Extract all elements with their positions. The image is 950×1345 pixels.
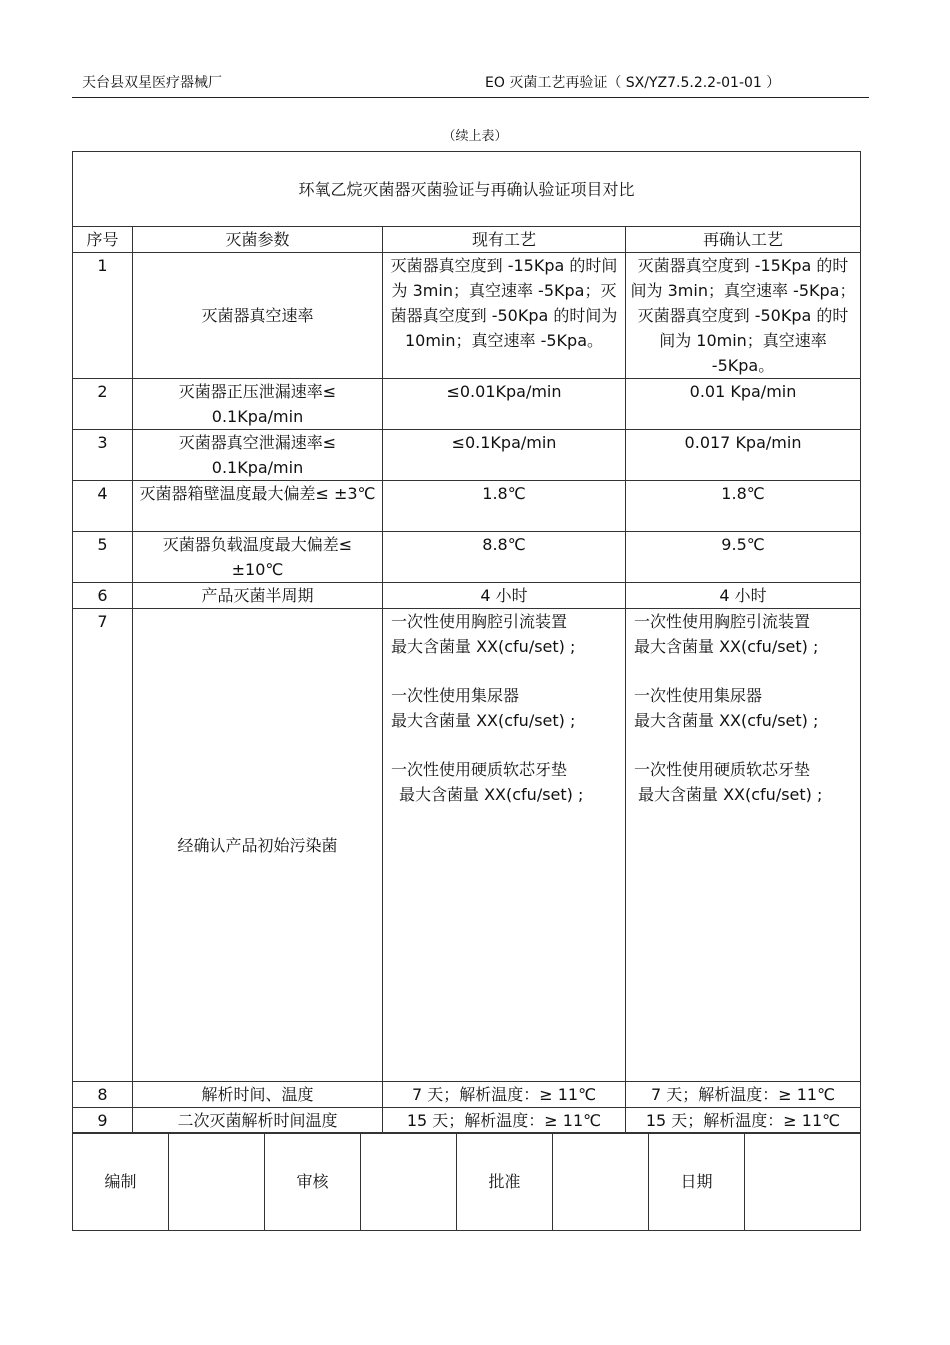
row-no: 9 (73, 1108, 133, 1134)
table-row (73, 1082, 861, 1108)
date-label: 日期 (649, 1133, 745, 1231)
row-no: 4 (73, 481, 133, 532)
product-name: 一次性使用胸腔引流装置 (634, 612, 811, 631)
row-revalidated: 0.017 Kpa/min (626, 430, 861, 481)
bioburden-value: 最大含菌量 XX(cfu/set) ; (634, 711, 819, 730)
bioburden-value: 最大含菌量 XX(cfu/set) ; (634, 637, 819, 656)
row-revalidated: 15 天；解析温度：≥ 11℃ (626, 1108, 861, 1134)
product-name: 一次性使用硬质软芯牙垫 (391, 760, 568, 779)
row-current: 8.8℃ (383, 532, 626, 583)
row-current (383, 609, 626, 1082)
comparison-table (72, 151, 861, 1134)
row-no: 2 (73, 379, 133, 430)
product-name: 一次性使用集尿器 (634, 686, 763, 705)
row-param: 产品灭菌半周期 (133, 583, 383, 609)
table-row (73, 253, 861, 379)
table-row (73, 1108, 861, 1134)
header-rule (72, 97, 869, 98)
product-name: 一次性使用集尿器 (391, 686, 520, 705)
row-param: 二次灭菌解析时间温度 (133, 1108, 383, 1134)
product-name: 一次性使用硬质软芯牙垫 (634, 760, 811, 779)
approved-field[interactable] (553, 1133, 649, 1231)
row-no: 1 (73, 253, 133, 379)
reviewed-field[interactable] (361, 1133, 457, 1231)
col-header-param: 灭菌参数 (133, 227, 383, 253)
row-revalidated: 9.5℃ (626, 532, 861, 583)
signoff-table (72, 1132, 861, 1231)
row-current: 15 天；解析温度：≥ 11℃ (383, 1108, 626, 1134)
bioburden-value: 最大含菌量 XX(cfu/set) ; (399, 785, 584, 804)
table-title: 环氧乙烷灭菌器灭菌验证与再确认验证项目对比 (73, 152, 861, 227)
table-row (73, 609, 861, 1082)
date-field[interactable] (745, 1133, 861, 1231)
product-name: 一次性使用胸腔引流装置 (391, 612, 568, 631)
prepared-field[interactable] (169, 1133, 265, 1231)
table-row (73, 481, 861, 532)
row-current: ≤0.01Kpa/min (383, 379, 626, 430)
bioburden-value: 最大含菌量 XX(cfu/set) ; (391, 637, 576, 656)
col-header-revalidated: 再确认工艺 (626, 227, 861, 253)
row-revalidated: 0.01 Kpa/min (626, 379, 861, 430)
row-param: 灭菌器负载温度最大偏差≤ ±10℃ (133, 532, 383, 583)
bioburden-value: 最大含菌量 XX(cfu/set) ; (391, 711, 576, 730)
row-current: ≤0.1Kpa/min (383, 430, 626, 481)
row-current: 灭菌器真空度到 -15Kpa 的时间为 3min；真空速率 -5Kpa；灭菌器真空度到 -50Kpa 的时间为 10min；真空速率 -5Kpa。 (383, 253, 626, 379)
table-header-row (73, 227, 861, 253)
row-no: 3 (73, 430, 133, 481)
row-no: 6 (73, 583, 133, 609)
approved-label: 批准 (457, 1133, 553, 1231)
table-row (73, 430, 861, 481)
row-current: 1.8℃ (383, 481, 626, 532)
row-no: 5 (73, 532, 133, 583)
header-doc-code: EO 灭菌工艺再验证（ SX/YZ7.5.2.2-01-01 ） (485, 75, 781, 91)
row-revalidated: 7 天；解析温度：≥ 11℃ (626, 1082, 861, 1108)
row-param: 解析时间、温度 (133, 1082, 383, 1108)
col-header-current: 现有工艺 (383, 227, 626, 253)
row-param: 灭菌器正压泄漏速率≤ 0.1Kpa/min (133, 379, 383, 430)
row-no: 8 (73, 1082, 133, 1108)
row-revalidated (626, 609, 861, 1082)
row-param: 灭菌器箱壁温度最大偏差≤ ±3℃ (133, 481, 383, 532)
row-current: 4 小时 (383, 583, 626, 609)
row-revalidated: 灭菌器真空度到 -15Kpa 的时间为 3min；真空速率 -5Kpa；灭菌器真空度到 -50Kpa 的时间为 10min；真空速率 -5Kpa。 (626, 253, 861, 379)
header-company: 天台县双星医疗器械厂 (82, 75, 222, 91)
continuation-note: （续上表） (442, 129, 508, 144)
row-revalidated: 4 小时 (626, 583, 861, 609)
reviewed-label: 审核 (265, 1133, 361, 1231)
table-row (73, 532, 861, 583)
row-param: 灭菌器真空速率 (133, 253, 383, 379)
row-no: 7 (73, 609, 133, 1082)
row-current: 7 天；解析温度：≥ 11℃ (383, 1082, 626, 1108)
row-param: 灭菌器真空泄漏速率≤ 0.1Kpa/min (133, 430, 383, 481)
prepared-label: 编制 (73, 1133, 169, 1231)
row-param: 经确认产品初始污染菌 (133, 609, 383, 1082)
table-row (73, 583, 861, 609)
col-header-no: 序号 (73, 227, 133, 253)
row-revalidated: 1.8℃ (626, 481, 861, 532)
table-title-row (73, 152, 861, 227)
table-row (73, 379, 861, 430)
bioburden-value: 最大含菌量 XX(cfu/set) ; (638, 785, 823, 804)
signoff-row (73, 1133, 861, 1231)
